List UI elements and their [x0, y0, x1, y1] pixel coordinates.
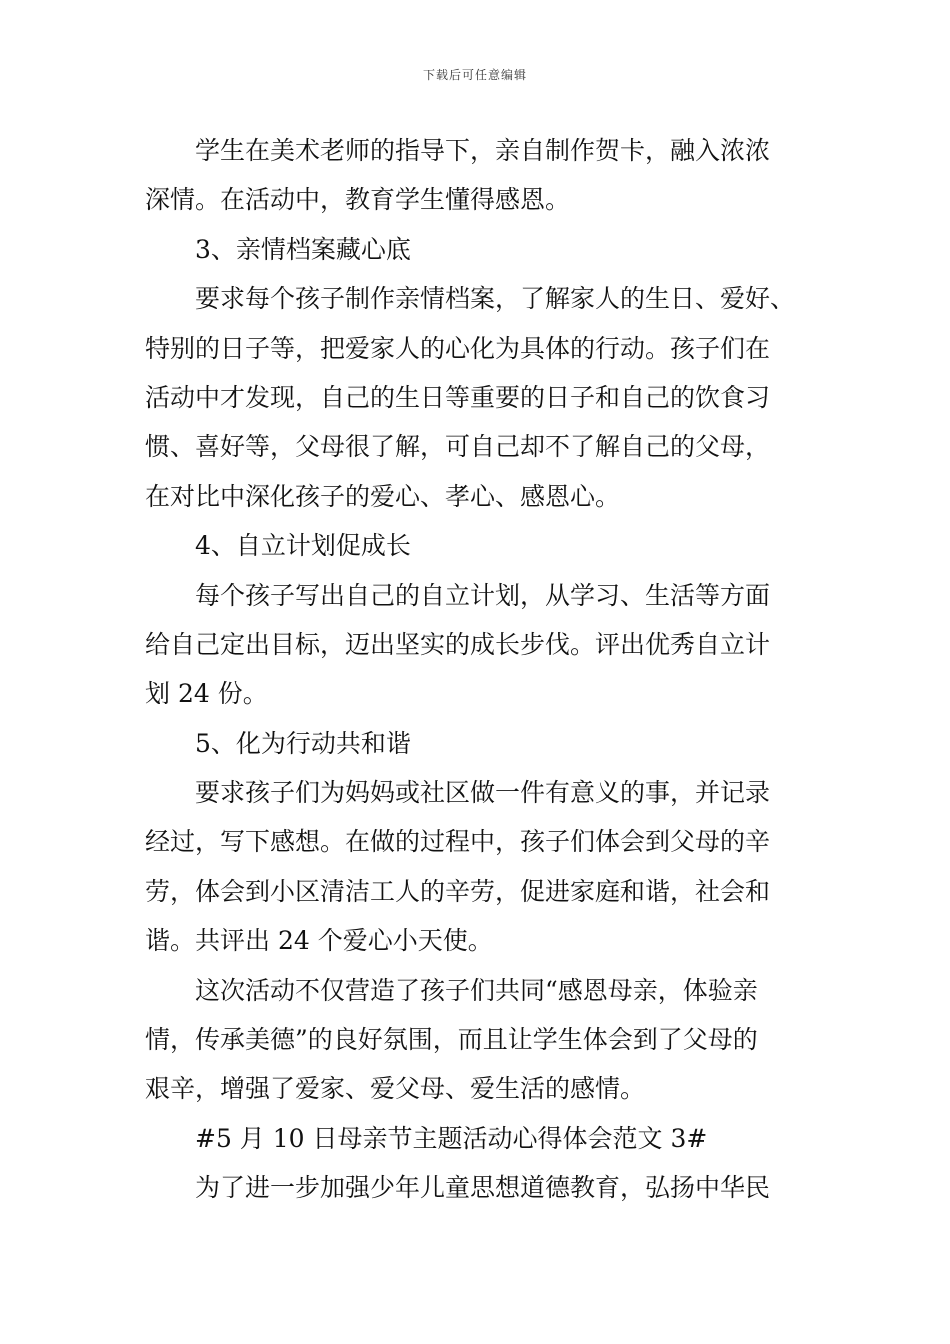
paragraph-line: 谐。共评出 24 个爱心小天使。 [145, 926, 493, 956]
paragraph-line: 划 24 份。 [145, 679, 268, 709]
document-body [145, 126, 815, 1213]
section-heading: 4、自立计划促成长 [195, 531, 411, 561]
paragraph-line: 情，传承美德”的良好氛围，而且让学生体会到了父母的 [145, 1025, 758, 1055]
paragraph-line: 在对比中深化孩子的爱心、孝心、感恩心。 [145, 481, 621, 511]
paragraph-line: 惯、喜好等，父母很了解，可自己却不了解自己的父母， [145, 432, 771, 462]
paragraph-line: 特别的日子等，把爱家人的心化为具体的行动。孩子们在 [145, 333, 771, 363]
page-header-note: 下载后可任意编辑 [422, 68, 527, 82]
paragraph-line: 深情。在活动中，教育学生懂得感恩。 [145, 185, 571, 215]
section-heading: 3、亲情档案藏心底 [195, 234, 411, 264]
paragraph-line: 劳，体会到小区清洁工人的辛劳，促进家庭和谐，社会和 [145, 876, 771, 906]
paragraph-line: 每个孩子写出自己的自立计划，从学习、生活等方面 [195, 580, 771, 610]
paragraph-line: 活动中才发现，自己的生日等重要的日子和自己的饮食习 [145, 382, 771, 412]
article-title: #5 月 10 日母亲节主题活动心得体会范文 3# [195, 1123, 708, 1153]
paragraph-line: 为了进一步加强少年儿童思想道德教育，弘扬中华民 [195, 1173, 771, 1203]
paragraph-line: 要求孩子们为妈妈或社区做一件有意义的事，并记录 [195, 778, 771, 808]
paragraph-line: 艰辛，增强了爱家、爱父母、爱生活的感情。 [145, 1074, 646, 1104]
paragraph-line: 这次活动不仅营造了孩子们共同“感恩母亲，体验亲 [195, 975, 758, 1005]
paragraph-line: 给自己定出目标，迈出坚实的成长步伐。评出优秀自立计 [145, 629, 771, 659]
paragraph-line: 要求每个孩子制作亲情档案，了解家人的生日、爱好、 [195, 284, 796, 314]
paragraph-line: 经过，写下感想。在做的过程中，孩子们体会到父母的辛 [145, 827, 771, 857]
section-heading: 5、化为行动共和谐 [195, 728, 411, 758]
paragraph-line: 学生在美术老师的指导下，亲自制作贺卡，融入浓浓 [195, 136, 771, 165]
